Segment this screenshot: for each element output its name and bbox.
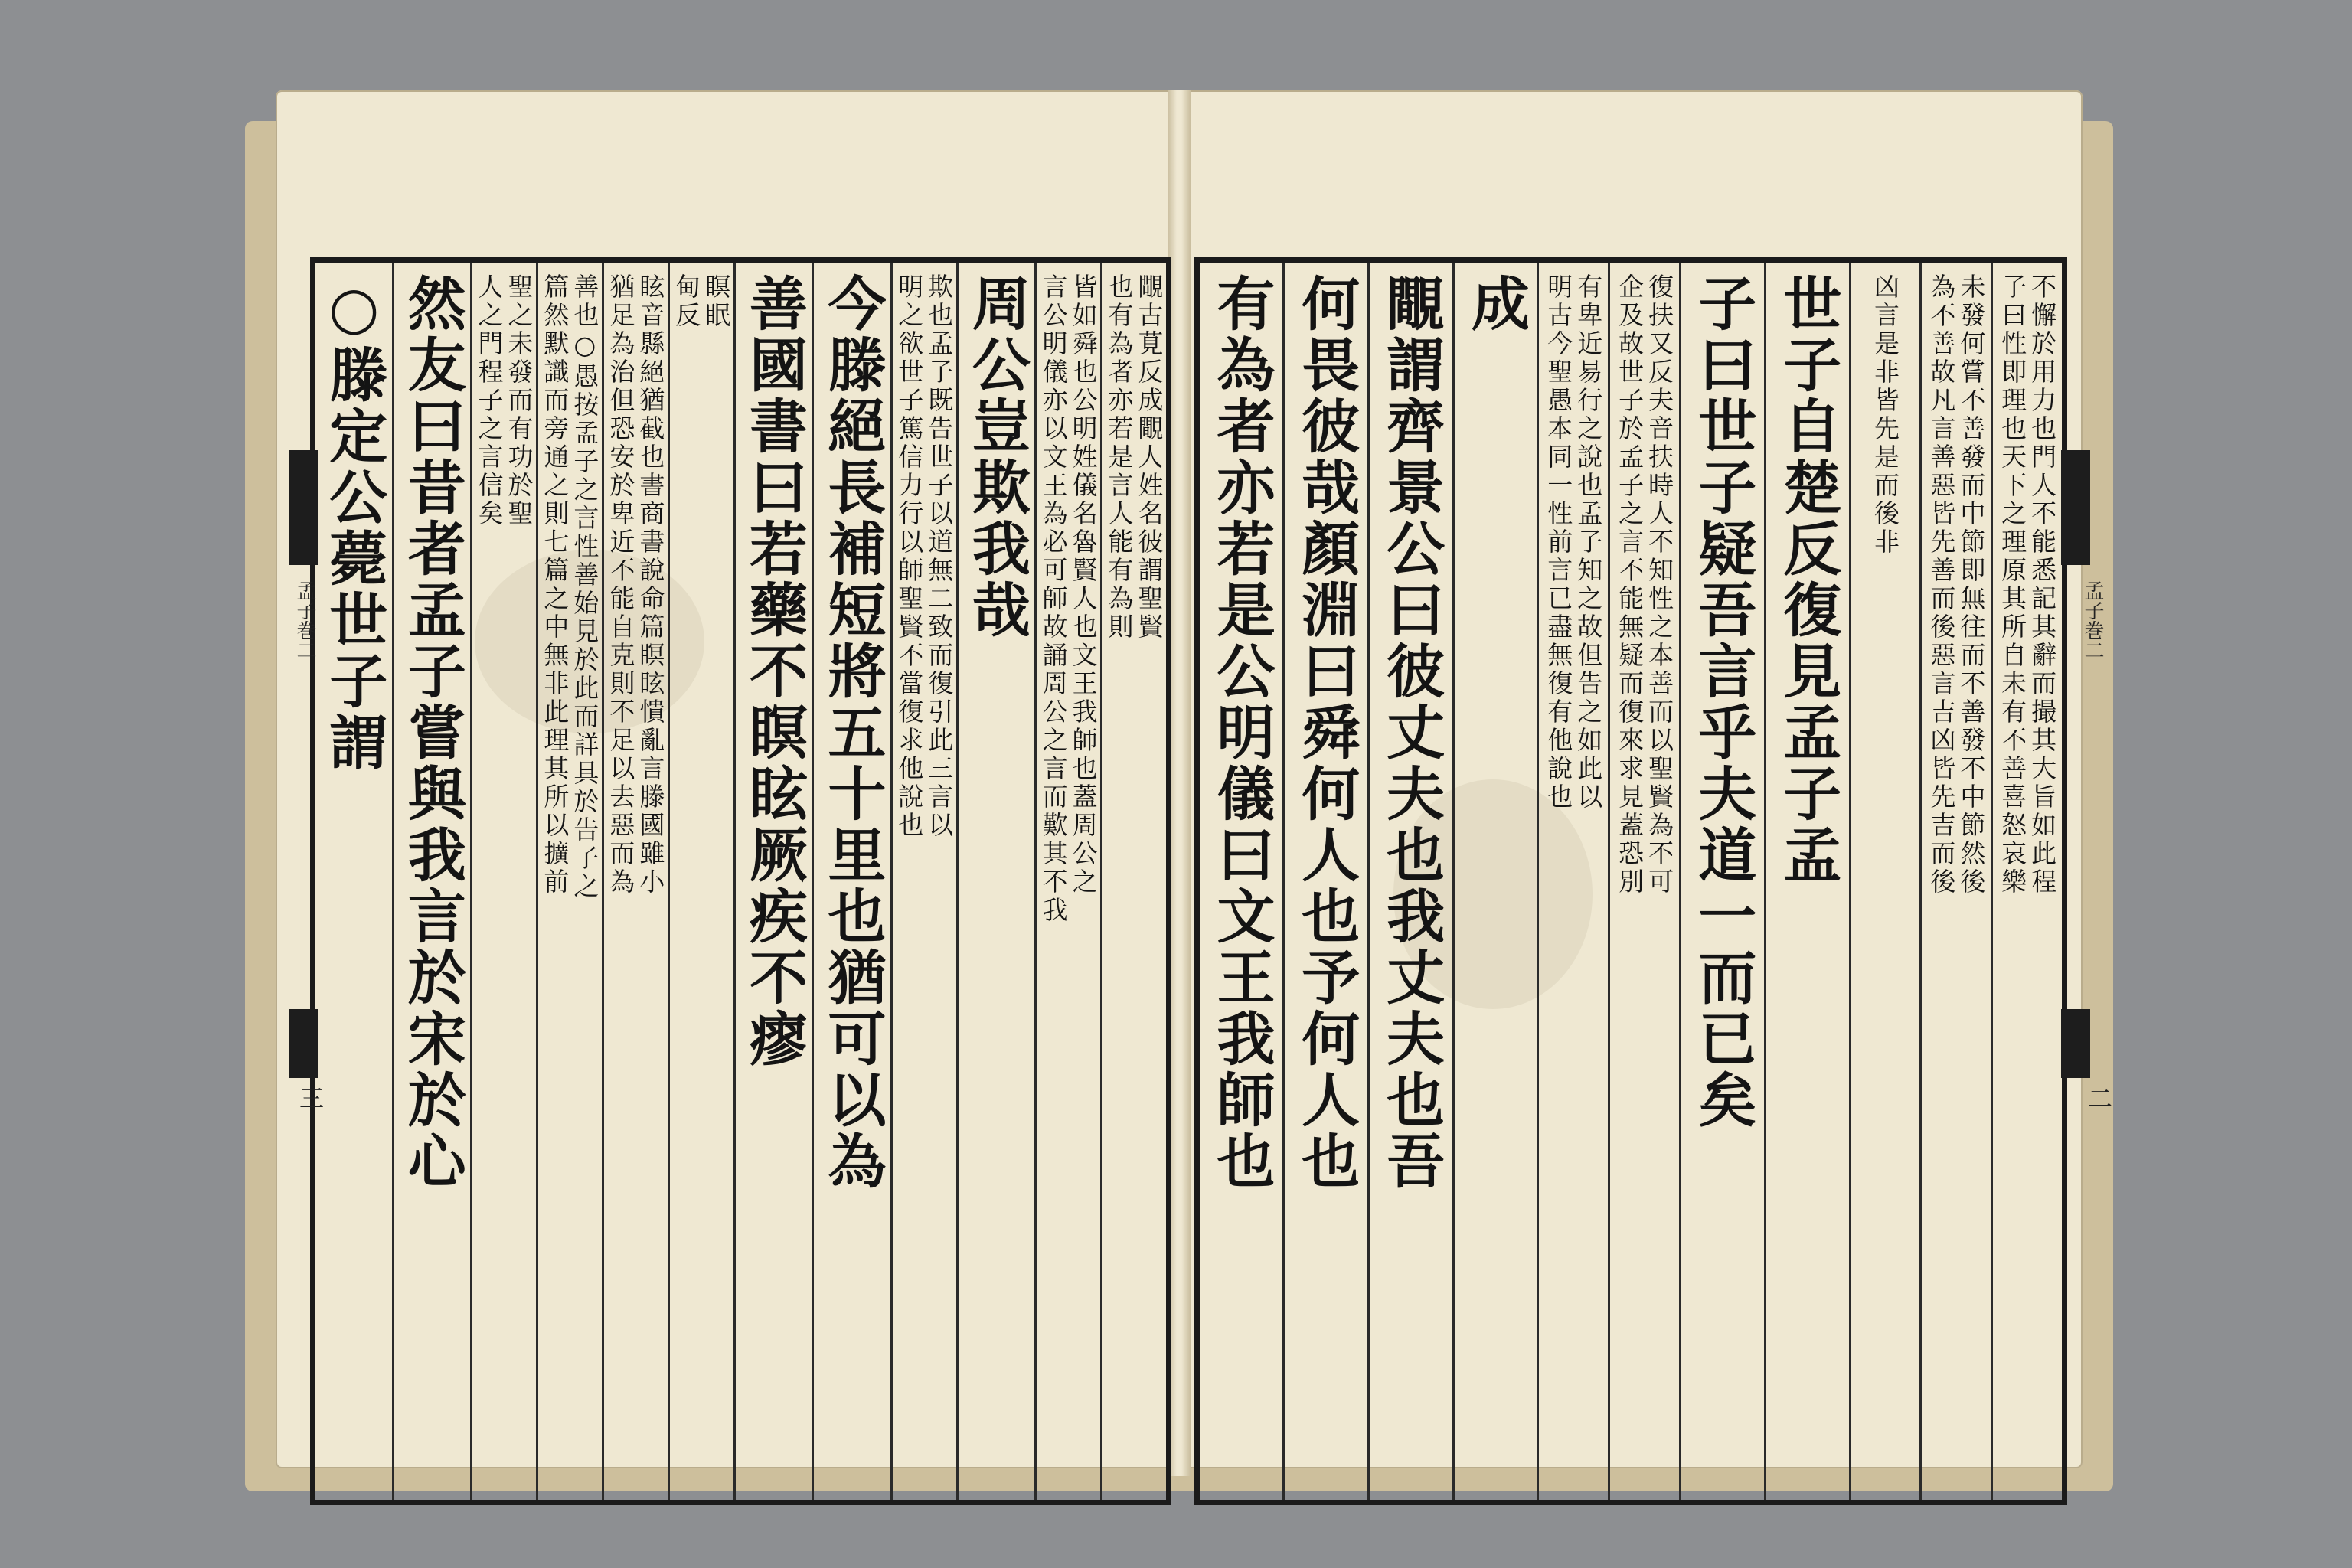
commentary-line: 人之門程子之言信矣 (474, 273, 505, 528)
commentary-line: 欺也孟子既告世子以道無二致而復引此三言以 (924, 273, 955, 840)
text-column (956, 263, 1035, 1500)
commentary-line: 子曰性即理也天下之理原其所自未有不善喜怒哀樂 (1998, 273, 2028, 897)
text-column (1100, 263, 1166, 1500)
commentary-line: 凶言是非皆先是而後非 (1870, 273, 1901, 557)
text-column (315, 263, 392, 1500)
commentary-line: 也有為者亦若是言人能有為則 (1104, 273, 1135, 642)
commentary-line: 篇然默識而旁通之則七篇之中無非此理其所以擴前 (540, 273, 570, 897)
text-column (733, 263, 812, 1500)
text-column (392, 263, 471, 1500)
commentary-line: 言公明儀亦以文王為必可師故誦周公之言而歎其不我 (1038, 273, 1069, 925)
text-column (1034, 263, 1100, 1500)
text-column (536, 263, 602, 1500)
right-page-frame (1194, 257, 2067, 1505)
text-column (1849, 263, 1920, 1500)
commentary-line: 明之欲世子篤信力行以師聖賢不當復求他說也 (894, 273, 925, 840)
text-column (602, 263, 668, 1500)
text-column (1537, 263, 1608, 1500)
commentary-line: 善也○愚按孟子之言性善始見於此而詳具於告子之 (570, 273, 600, 901)
text-column (1764, 263, 1849, 1500)
commentary-line: 猶足為治但恐安於卑近不能自克則不足以去惡而為 (606, 273, 636, 897)
commentary-line: 聖之未發而有功於聖 (504, 273, 534, 528)
gyobi-mark (289, 1009, 318, 1078)
main-text-line: 成 (1462, 273, 1530, 335)
commentary-line: 為不善故凡言善惡皆先善而後惡言吉凶皆先吉而後 (1926, 273, 1957, 897)
main-text-line: ○滕定公薨世子謂 (319, 273, 388, 773)
text-column (1679, 263, 1764, 1500)
hashira-title: 孟子巻二 (2081, 580, 2104, 660)
page-number: 二 (2084, 1086, 2113, 1110)
commentary-line: 甸反 (671, 273, 702, 330)
text-column (1919, 263, 1991, 1500)
text-column (1282, 263, 1367, 1500)
commentary-line: 瞑眠 (701, 273, 732, 330)
main-text-line: 世子自楚反復見孟子孟 (1773, 273, 1842, 886)
commentary-line: 企及故世子於孟子之言不能無疑而復來求見蓋恐別 (1615, 273, 1645, 897)
text-column (1200, 263, 1282, 1500)
main-text-line: 子曰世子疑吾言乎夫道一而已矣 (1688, 273, 1757, 1131)
text-column (470, 263, 536, 1500)
main-text-line: 周公豈欺我哉 (962, 273, 1031, 641)
text-column (1367, 263, 1452, 1500)
text-column (668, 263, 733, 1500)
commentary-line: 眩音縣絕猶截也書商書說命篇瞑眩憒亂言滕國雖小 (635, 273, 666, 897)
main-text-line: 覸謂齊景公曰彼丈夫也我丈夫也吾 (1377, 273, 1446, 1192)
gyobi-mark (2061, 1009, 2090, 1078)
commentary-line: 未發何嘗不善發而中節即無往而不善發不中節然後 (1956, 273, 1987, 897)
commentary-line: 復扶又反夫音扶時人不知性之本善而以聖賢為不可 (1645, 273, 1675, 897)
commentary-line: 皆如舜也公明姓儀名魯賢人也文王我師也蓋周公之 (1068, 273, 1099, 897)
main-text-line: 善國書曰若藥不瞑眩厥疾不瘳 (740, 273, 808, 1070)
open-book (245, 90, 2113, 1484)
text-column (890, 263, 956, 1500)
text-column (1608, 263, 1679, 1500)
text-column (812, 263, 890, 1500)
hashira-title: 孟子巻二 (293, 580, 316, 660)
text-column (1991, 263, 2062, 1500)
commentary-line: 覸古莧反成覸人姓名彼謂聖賢 (1134, 273, 1165, 642)
page-number: 三 (296, 1086, 325, 1110)
left-page-frame (310, 257, 1171, 1505)
commentary-line: 有卑近易行之說也孟子知之故但告之如此以 (1573, 273, 1604, 812)
commentary-line: 明古今聖愚本同一性前言已盡無復有他說也 (1544, 273, 1574, 812)
main-text-line: 有為者亦若是公明儀曰文王我師也 (1207, 273, 1276, 1192)
gyobi-mark (289, 450, 318, 565)
main-text-line: 何畏彼哉顏淵曰舜何人也予何人也 (1292, 273, 1361, 1192)
main-text-line: 今滕絕長補短將五十里也猶可以為 (818, 273, 887, 1192)
main-text-line: 然友曰昔者孟子嘗與我言於宋於心 (398, 273, 467, 1192)
commentary-line: 不懈於用力也門人不能悉記其辭而撮其大旨如此程 (2027, 273, 2058, 897)
gyobi-mark (2061, 450, 2090, 565)
text-column (1452, 263, 1537, 1500)
